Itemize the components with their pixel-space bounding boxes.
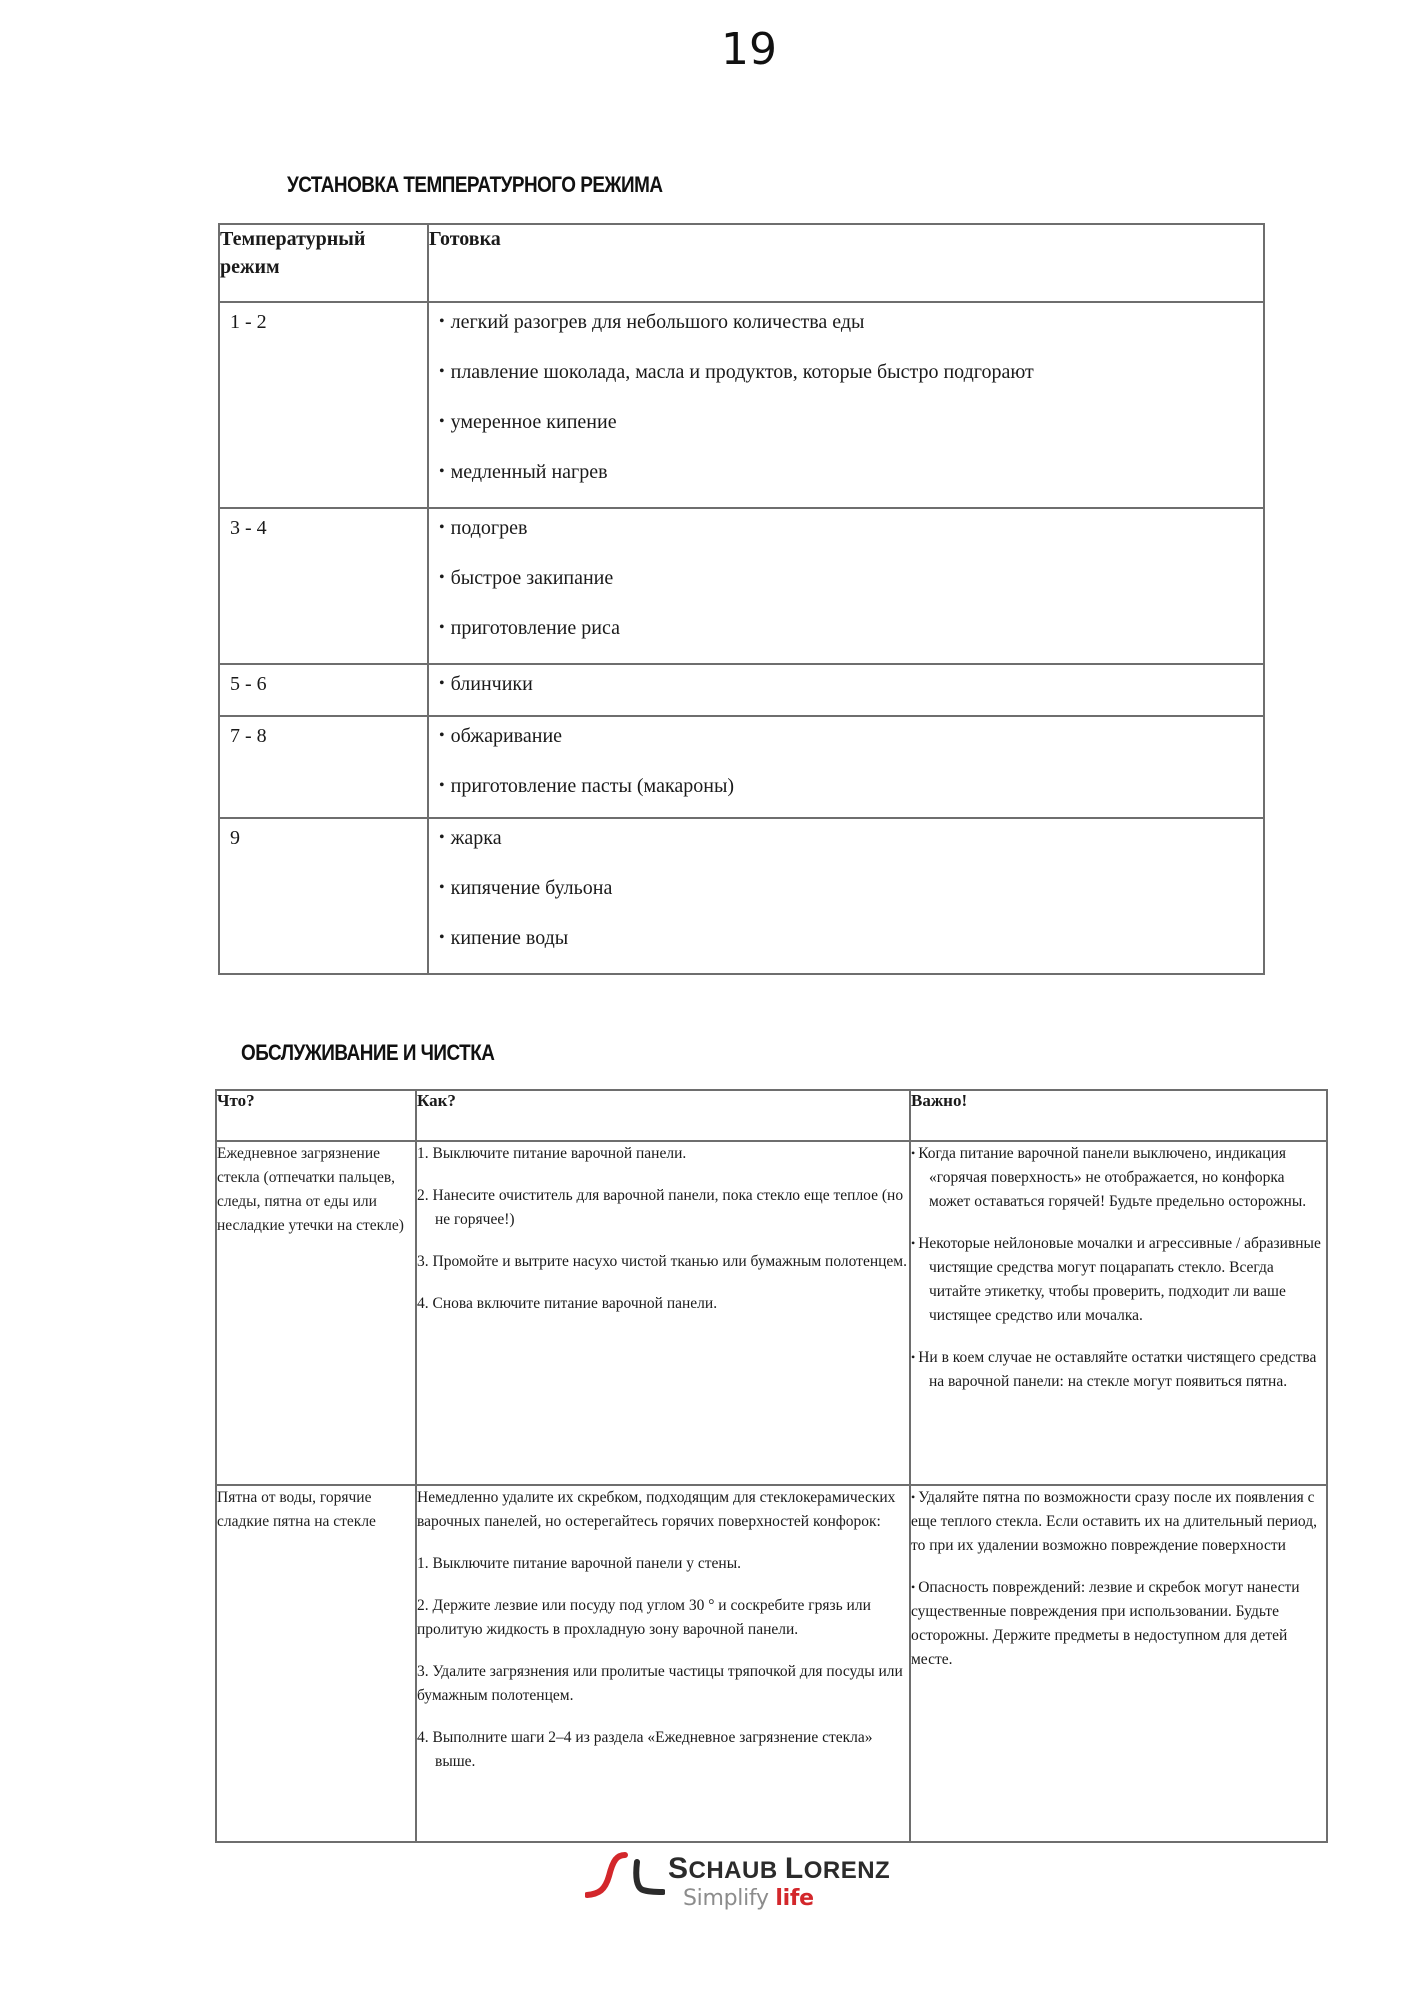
column-header-important: Важно! [910,1090,1327,1141]
mode-cell: 5 - 6 [219,664,428,716]
cleaning-table [215,1089,1328,1843]
section-heading-cleaning: ОБСЛУЖИВАНИЕ И ЧИСТКА [241,1040,495,1065]
column-header-how: Как? [416,1090,910,1141]
mode-cell: 1 - 2 [219,302,428,508]
mode-cell: 3 - 4 [219,508,428,664]
cooking-cell [428,664,1264,716]
logo-swoosh-icon [585,1850,665,1910]
what-cell: Ежедневное загрязнение стекла (отпечатки пальцев, следы, пятна от еды или несладкие утечки на стекле) [216,1141,416,1485]
step-item: 4. Снова включите питание варочной панели. [417,1295,718,1312]
warning-item: • Опасность повреждений: лезвие и скребок могут нанести существенные повреждения при использовании. Будьте осторожны. Держите предметы в недоступном для детей месте. [911,1576,1326,1672]
list-item: • приготовление пасты (макароны) [439,771,1253,817]
how-intro: Немедленно удалите их скребком, подходящим для стеклокерамических варочных панелей, но остерегайтесь горячих поверхностей конфорок: [417,1489,896,1530]
how-cell [416,1141,910,1485]
cooking-cell [428,716,1264,818]
table-row [219,302,1264,508]
temperature-table [218,223,1265,975]
cooking-cell [428,302,1264,508]
important-cell [910,1141,1327,1485]
warning-item: • Удаляйте пятна по возможности сразу после их появления с еще теплого стекла. Если оставить их на длительный период, то при их удалении возможно повреждение поверхности [911,1486,1326,1558]
column-header-mode: Температурный режим [219,224,428,302]
list-item: • блинчики [439,669,1253,715]
list-item: • жарка [439,823,1253,873]
section-heading-temperature: УСТАНОВКА ТЕМПЕРАТУРНОГО РЕЖИМА [287,172,663,197]
schaub-lorenz-logo [585,1850,935,1920]
cooking-cell [428,508,1264,664]
warning-item: • Когда питание варочной панели выключено, индикация «горячая поверхность» не отображается, но конфорка может оставаться горячей! Будьте предельно осторожны. [911,1142,1326,1214]
list-item: • приготовление риса [439,613,1253,663]
logo-tagline: Simplify life [683,1886,814,1911]
table-row [219,818,1264,974]
step-item: 1. Выключите питание варочной панели у стены. [417,1555,742,1572]
list-item: • кипячение бульона [439,873,1253,923]
list-item: • кипение воды [439,923,1253,973]
list-item: • легкий разогрев для небольшого количества еды [439,307,1253,357]
warning-item: • Некоторые нейлоновые мочалки и агрессивные / абразивные чистящие средства могут поцарапать стекло. Всегда читайте этикетку, чтобы проверить, подходит ли ваше чистящее средство или мочалка. [911,1232,1326,1328]
table-row [219,508,1264,664]
table-header-row [219,224,1264,302]
page-number: 19 [721,24,777,75]
step-item: 2. Нанесите очиститель для варочной панели, пока стекло еще теплое (но не горячее!) [417,1187,904,1228]
step-item: 4. Выполните шаги 2–4 из раздела «Ежедневное загрязнение стекла» выше. [417,1729,873,1770]
step-item: 2. Держите лезвие или посуду под углом 30 ° и соскребите грязь или пролитую жидкость в прохладную зону варочной панели. [417,1597,871,1638]
mode-cell: 9 [219,818,428,974]
column-header-what: Что? [216,1090,416,1141]
list-item: • умеренное кипение [439,407,1253,457]
table-row [216,1485,1327,1842]
list-item: • медленный нагрев [439,457,1253,507]
step-item: 3. Промойте и вытрите насухо чистой тканью или бумажным полотенцем. [417,1253,907,1270]
list-item: • обжаривание [439,721,1253,771]
list-item: • плавление шоколада, масла и продуктов, которые быстро подгорают [439,357,1253,407]
column-header-cooking: Готовка [428,224,1264,302]
warning-item: • Ни в коем случае не оставляйте остатки чистящего средства на варочной панели: на стекле могут появиться пятна. [911,1346,1326,1394]
table-row [219,716,1264,818]
logo-brand-name: SCHAUB LORENZ [668,1852,891,1885]
table-row [219,664,1264,716]
how-cell [416,1485,910,1842]
step-item: 1. Выключите питание варочной панели. [417,1145,687,1162]
mode-cell: 7 - 8 [219,716,428,818]
important-cell [910,1485,1327,1842]
cooking-cell [428,818,1264,974]
list-item: • быстрое закипание [439,563,1253,613]
step-item: 3. Удалите загрязнения или пролитые частицы тряпочкой для посуды или бумажным полотенцем. [417,1663,903,1704]
what-cell: Пятна от воды, горячие сладкие пятна на стекле [216,1485,416,1842]
table-header-row [216,1090,1327,1141]
list-item: • подогрев [439,513,1253,563]
table-row [216,1141,1327,1485]
